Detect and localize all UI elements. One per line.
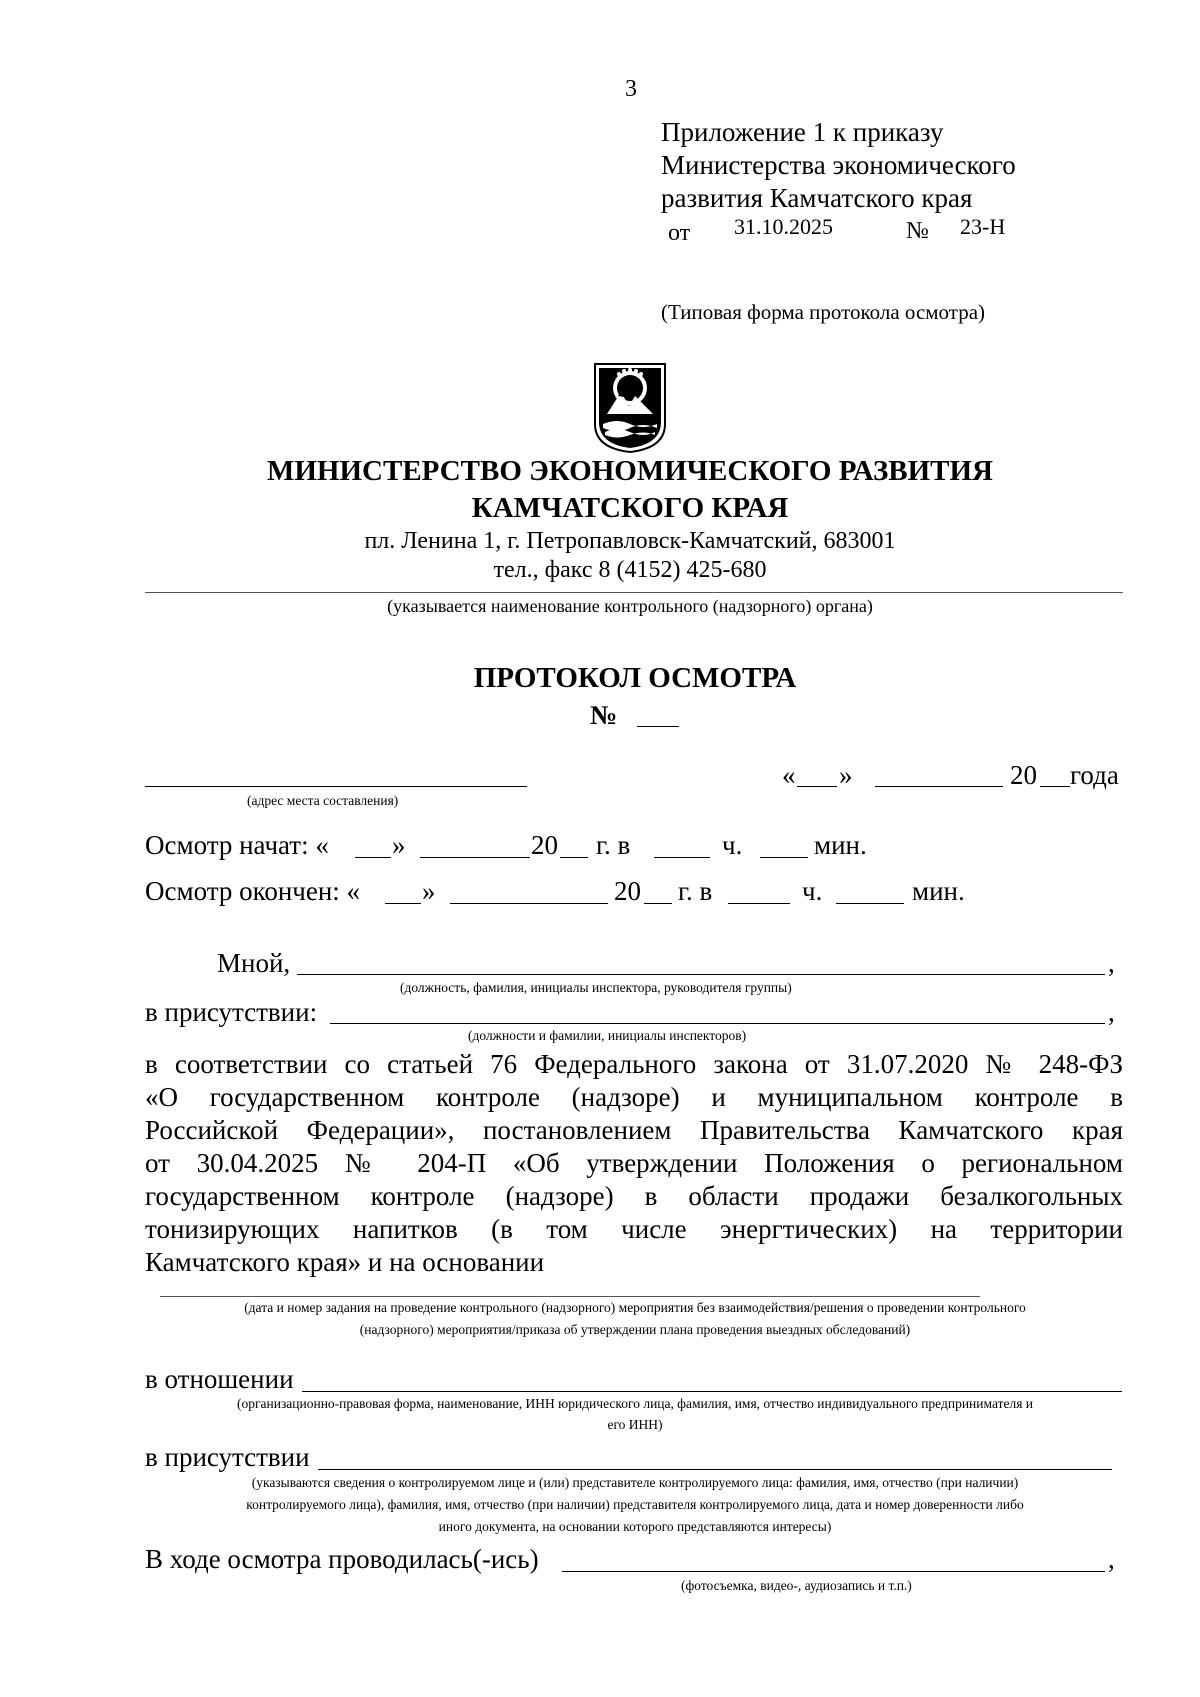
inspection-end-year-field[interactable]: [644, 903, 672, 904]
in-presence-inspectors-comma: ,: [1108, 997, 1115, 1027]
org-phone: тел., факс 8 (4152) 425-680: [493, 557, 767, 583]
org-underline: [145, 592, 1123, 593]
protocol-number-field[interactable]: [637, 726, 679, 727]
inspection-start-close: »: [392, 830, 406, 860]
inspection-start-hours-label: ч.: [722, 830, 743, 860]
by-me-label: Мной,: [217, 948, 291, 978]
appendix-line-2: Министерства экономического: [661, 150, 1016, 180]
by-me-comma: ,: [1108, 948, 1115, 978]
inspection-start-month-field[interactable]: [420, 857, 530, 858]
appendix-line-1: Приложение 1 к приказу: [661, 117, 944, 147]
by-me-field[interactable]: [297, 974, 1105, 975]
org-caption: (указывается наименование контрольного (надзорного) органа): [387, 596, 873, 616]
inspection-start-year: 20: [531, 830, 558, 860]
inspection-end-day-field[interactable]: [385, 903, 421, 904]
in-relation-caption-line-2: его ИНН): [607, 1417, 663, 1432]
in-presence-controlled-field[interactable]: [318, 1469, 1112, 1470]
body-line-3: Российской Федерации», постановлением Правительства Камчатского края: [145, 1115, 1123, 1145]
inspection-start-label: Осмотр начат: «: [145, 830, 329, 860]
inspection-end-hours-field[interactable]: [728, 903, 790, 904]
inspection-start-minutes-label: мин.: [814, 830, 867, 860]
appendix-line-3: развития Камчатского края: [661, 183, 973, 213]
kamchatka-coat-of-arms-icon: [593, 362, 667, 454]
page-title: ПРОТОКОЛ ОСМОТРА: [473, 662, 797, 694]
date-day-field[interactable]: [797, 786, 837, 787]
inspection-start-hours-field[interactable]: [654, 857, 710, 858]
body-line-4: от 30.04.2025 № 204-П «Об утверждении Положения о региональном: [145, 1148, 1123, 1178]
org-address: пл. Ленина 1, г. Петропавловск-Камчатский, 683001: [364, 528, 896, 554]
inspection-end-minutes-field[interactable]: [836, 903, 904, 904]
date-year-field[interactable]: [1040, 786, 1070, 787]
in-presence-controlled-caption-line-3: иного документа, на основании которого представляются интересы): [438, 1519, 832, 1534]
inspection-end-close: »: [422, 876, 436, 906]
body-line-6: тонизирующих напитков (в том числе энергтических) на территории: [145, 1214, 1123, 1244]
in-presence-inspectors-caption: (должности и фамилии, инициалы инспекторов): [468, 1028, 747, 1043]
date-open-quote: «: [782, 760, 796, 790]
date-year-word: года: [1070, 760, 1119, 790]
inspection-start-gv: г. в: [596, 830, 631, 860]
in-presence-controlled-caption-line-1: (указываются сведения о контролируемом лице и (или) представителе контролируемого лица: фамилия, имя, отчество (при наличии): [251, 1475, 1019, 1490]
place-caption: (адрес места составления): [247, 793, 399, 808]
in-presence-inspectors-label: в присутствии:: [145, 997, 318, 1027]
form-type: (Типовая форма протокола осмотра): [661, 300, 986, 324]
basis-caption-line-1: (дата и номер задания на проведение контрольного (надзорного) мероприятия без взаимодействия/решения о проведении контрольного: [244, 1300, 1026, 1315]
recording-label: В ходе осмотра проводилась(-ись): [145, 1544, 539, 1574]
inspection-end-month-field[interactable]: [450, 903, 608, 904]
body-line-5: государственном контроле (надзоре) в области продажи безалкогольных: [145, 1181, 1123, 1211]
appendix-date: 31.10.2025: [734, 214, 833, 239]
date-year-prefix: 20: [1010, 760, 1037, 790]
inspection-end-year: 20: [614, 876, 641, 906]
body-last-line: Камчатского края» и на основании: [145, 1247, 545, 1277]
in-relation-label: в отношении: [145, 1364, 294, 1394]
in-presence-controlled-label: в присутствии: [145, 1442, 310, 1472]
org-name-line-1: МИНИСТЕРСТВО ЭКОНОМИЧЕСКОГО РАЗВИТИЯ: [267, 455, 993, 487]
appendix-number: 23-Н: [960, 214, 1006, 239]
page-number: 3: [625, 76, 637, 102]
recording-caption: (фотосъемка, видео-, аудиозапись и т.п.): [681, 1578, 912, 1593]
in-relation-field[interactable]: [302, 1391, 1122, 1392]
inspection-start-minutes-field[interactable]: [760, 857, 808, 858]
in-presence-controlled-caption-line-2: контролируемого лица), фамилия, имя, отчество (при наличии) представителя контролируемого лица, дата и номер доверенности либо: [246, 1497, 1024, 1512]
inspection-start-day-field[interactable]: [355, 857, 391, 858]
inspection-end-label: Осмотр окончен: «: [145, 876, 361, 906]
appendix-number-label: №: [906, 218, 929, 244]
in-presence-inspectors-field[interactable]: [330, 1023, 1105, 1024]
inspection-end-gv: г. в: [678, 876, 713, 906]
recording-field[interactable]: [562, 1571, 1105, 1572]
inspection-start-year-field[interactable]: [560, 857, 588, 858]
body-line-1: в соответствии со статьей 76 Федерального закона от 31.07.2020 № 248-ФЗ: [145, 1049, 1123, 1079]
body-line-2: «О государственном контроле (надзоре) и муниципальном контроле в: [145, 1082, 1123, 1112]
basis-caption-line-2: (надзорного) мероприятия/приказа об утверждении плана проведения выездных обследований): [359, 1322, 911, 1337]
inspection-end-hours-label: ч.: [802, 876, 823, 906]
inspection-end-minutes-label: мин.: [912, 876, 965, 906]
date-month-field[interactable]: [875, 786, 1003, 787]
appendix-from-label: от: [668, 220, 691, 246]
place-field[interactable]: [145, 786, 527, 787]
by-me-caption: (должность, фамилия, инициалы инспектора, руководителя группы): [400, 980, 792, 995]
org-name-line-2: КАМЧАТСКОГО КРАЯ: [471, 492, 789, 524]
basis-field[interactable]: [160, 1296, 980, 1297]
protocol-number-label: №: [590, 700, 618, 730]
recording-comma: ,: [1108, 1544, 1115, 1574]
in-relation-caption-line-1: (организационно-правовая форма, наименование, ИНН юридического лица, фамилия, имя, отчество индивидуального предпринимателя и: [236, 1396, 1034, 1411]
date-close-quote: »: [839, 760, 853, 790]
